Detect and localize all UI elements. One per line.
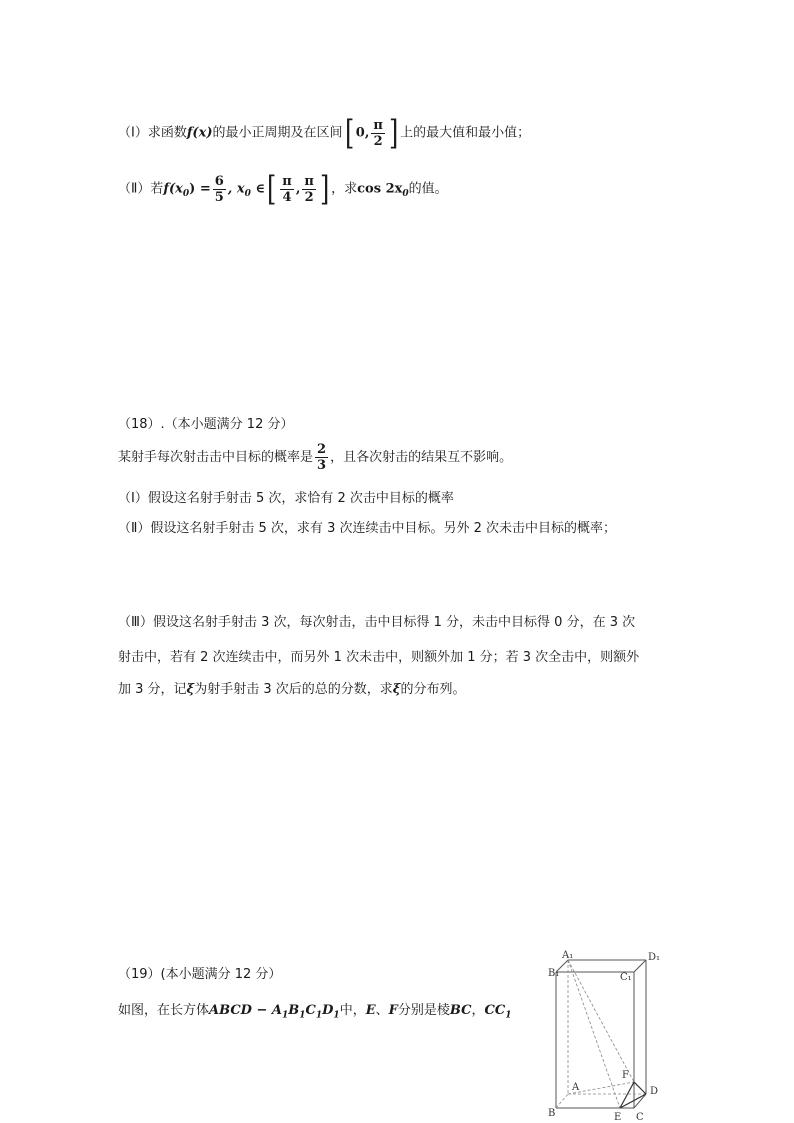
q18-part3-line3 — [118, 681, 466, 699]
q17-part2-mid-sub: 0 — [244, 189, 251, 200]
cuboid-figure — [548, 948, 678, 1123]
fraction-numerator: 2 — [317, 442, 327, 457]
label-a: A — [572, 1082, 580, 1093]
q18-part3-line3-b: 为射手射击 3 次后的总的分数，求 — [194, 682, 393, 697]
fraction-denominator: 5 — [214, 189, 224, 205]
edge-bc: BC — [449, 1003, 472, 1018]
q19-statement — [118, 1002, 511, 1025]
fraction-numerator: 6 — [214, 173, 224, 189]
subscript: 1 — [333, 1010, 340, 1021]
q19-line-b: 中， — [339, 1003, 366, 1018]
q17-part1-mid: 的最小正周期及在区间 — [212, 125, 343, 141]
q17-part2-mid: , x — [227, 181, 245, 197]
q19-solid-d: D — [322, 1003, 334, 1018]
q18-probability-fraction — [315, 442, 328, 473]
q18-intro — [118, 442, 512, 473]
subscript: 1 — [281, 1010, 289, 1021]
separator: 、 — [375, 1003, 389, 1018]
fraction-numerator: π — [373, 117, 383, 133]
q17-part2-in: ∈ — [250, 181, 266, 197]
fraction-denominator: 2 — [373, 133, 383, 149]
right-bracket: ] — [388, 113, 399, 153]
q17-part2-eq: ) = — [189, 181, 211, 197]
fraction-denominator: 3 — [317, 458, 327, 473]
q18-header: （18）.（本小题满分 12 分） — [118, 417, 294, 432]
label-b: B — [548, 1108, 556, 1119]
label-d: D — [650, 1086, 659, 1097]
q19-line-c: 分别是棱 — [397, 1003, 450, 1018]
left-bracket: [ — [344, 113, 354, 153]
q18-part2: （Ⅱ）假设这名射手射击 5 次，求有 3 次连续击中目标。另外 2 次未击中目标的概率； — [118, 521, 617, 536]
edge-cc1: CC — [484, 1003, 506, 1018]
label-a1: A₁ — [562, 950, 574, 961]
q17-part1-prefix: （Ⅰ）求函数 — [118, 125, 187, 141]
q18-intro-b: ，且各次射击的结果互不影响。 — [330, 450, 513, 465]
subscript: 1 — [505, 1010, 512, 1021]
q18-part3-line3-c: 的分布列。 — [400, 682, 466, 697]
fraction-denominator: 2 — [304, 189, 314, 205]
fraction-denominator: 4 — [282, 189, 292, 205]
point-f: F — [388, 1003, 398, 1018]
q17-part2-cos-sub: 0 — [402, 189, 409, 200]
q17-part2-func: f(x — [163, 181, 183, 197]
q17-part2-comma: , — [295, 181, 301, 197]
label-c1: C₁ — [620, 972, 632, 983]
q17-part2-prefix: （Ⅱ）若 — [118, 181, 164, 197]
xi-symbol: ξ — [186, 682, 195, 697]
fraction-numerator: π — [282, 173, 292, 189]
q17-part2-fraction2 — [280, 174, 294, 205]
q17-interval-left: 0, — [355, 125, 370, 141]
q17-part1-func: f(x) — [186, 125, 213, 141]
label-f: F — [622, 1070, 629, 1081]
q18-part3-line3-a: 加 3 分，记 — [118, 682, 187, 697]
q17-part2-sub: 0 — [182, 189, 190, 200]
comma: ， — [471, 1003, 485, 1018]
q18-part1: （Ⅰ）假设这名射手射击 5 次，求恰有 2 次击中目标的概率 — [118, 491, 454, 506]
q17-part2-suffix-a: ，求 — [331, 181, 358, 197]
q17-part2-suffix-b: 的值。 — [408, 181, 448, 197]
q18-part3-line1: （Ⅲ）假设这名射手射击 3 次，每次射击，击中目标得 1 分，未击中目标得 0 分，在 3 次 — [118, 615, 636, 630]
q17-part2-fraction3 — [302, 174, 316, 205]
q19-line-a: 如图，在长方体 — [118, 1003, 210, 1018]
q18-intro-a: 某射手每次射击击中目标的概率是 — [118, 450, 314, 465]
q17-part2-fraction1 — [213, 174, 226, 205]
q17-part1-suffix: 上的最大值和最小值； — [400, 125, 531, 141]
subscript: 1 — [299, 1010, 306, 1021]
label-c: C — [636, 1112, 644, 1123]
subscript: 1 — [315, 1010, 323, 1021]
q19-solid-b: B — [288, 1003, 300, 1018]
q17-part2-cos: cos 2x — [357, 181, 403, 197]
q19-solid-name: ABCD − A — [209, 1003, 282, 1018]
q19-solid-c: C — [305, 1003, 316, 1018]
label-d1: D₁ — [648, 952, 661, 963]
right-bracket: ] — [319, 169, 330, 209]
label-e: E — [614, 1112, 622, 1123]
q19-header: （19）(本小题满分 12 分） — [118, 967, 282, 982]
point-e: E — [365, 1003, 376, 1018]
xi-symbol: ξ — [392, 682, 401, 697]
fraction-numerator: π — [304, 173, 314, 189]
q17-part1 — [118, 113, 531, 153]
q17-part1-fraction — [371, 118, 385, 149]
label-b1: B₁ — [548, 968, 560, 979]
q18-part3-line2: 射击中，若有 2 次连续击中，而另外 1 次未击中，则额外加 1 分；若 3 次全击中，则额外 — [118, 650, 640, 665]
left-bracket: [ — [267, 169, 277, 209]
q17-part2 — [118, 169, 448, 209]
